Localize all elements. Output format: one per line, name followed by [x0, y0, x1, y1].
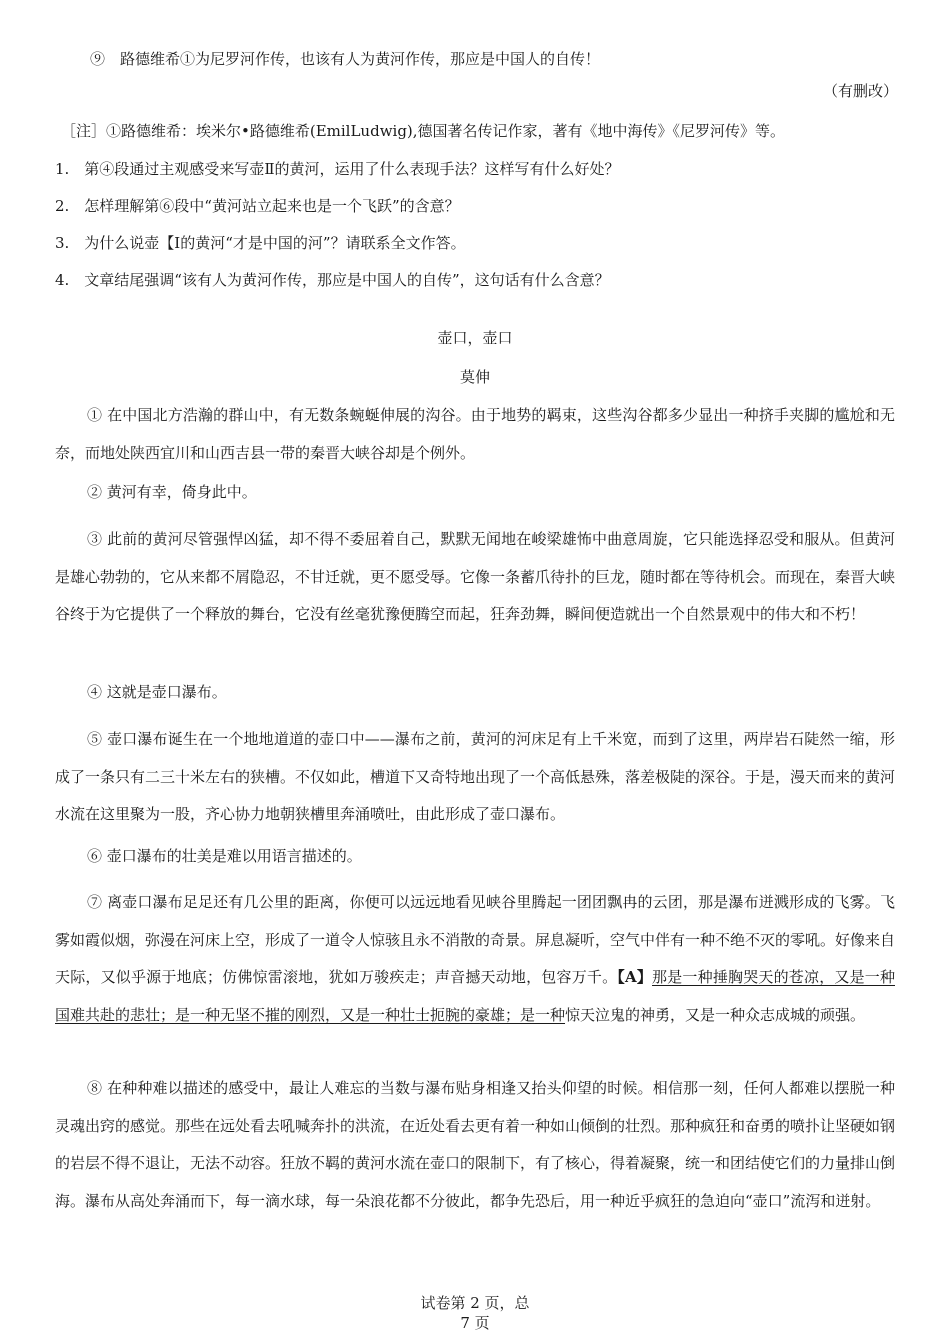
article-title: 壶口，壶口 [437, 329, 513, 347]
question-2: 2. 怎样理解第⑥段中“黄河站立起来也是一个飞跃”的含意？ [55, 197, 460, 215]
marker-a: 【A】 [617, 968, 653, 986]
article-paragraph-2: ② 黄河有幸，倚身此中。 [87, 483, 257, 501]
footer-line-2: 7 页 [460, 1314, 490, 1332]
question-4: 4. 文章结尾强调“该有人为黄河作传，那应是中国人的自传”，这句话有什么含意？ [55, 271, 610, 289]
underlined-sentence: 那是一种捶胸哭天的苍凉，又是一种国难共赴的悲壮；是一种无坚不摧的刚烈，又是一种壮士扼腕的豪雄；是一种 [55, 968, 895, 1024]
article-paragraph-6: ⑥ 壶口瀑布的壮美是难以用语言描述的。 [87, 847, 362, 865]
question-1: 1. 第④段通过主观感受来写壶Ⅱ的黄河，运用了什么表现手法？这样写有什么好处？ [55, 160, 620, 178]
paragraph-7-text: ⑦ 离壶口瀑布足足还有几公里的距离，你便可以远远地看见峡谷里腾起一团团飘冉的云团，那是瀑布迸溅形成的飞雾。飞雾如霞似烟，弥漫在河床上空，形成了一道令人惊骇且永不消散的奇景。屏息凝听，空气中伴有一种不绝不灭的零吼。好像来自天际，又似乎源于地底；仿佛惊雷滚地，犹如万骏疾走；声音撼天动地，包容万千。 [55, 893, 896, 986]
page-footer [0, 1293, 950, 1333]
article-paragraph-5: ⑤ 壶口瀑布诞生在一个地地道道的壶口中——瀑布之前，黄河的河床足有上千米宽，而到了这里，两岸岩石陡然一缩，形成了一条只有二三十米左右的狭槽。不仅如此，槽道下又奇特地出现了一个高低悬殊，落差极陡的深谷。于是，漫天而来的黄河水流在这里聚为一股，齐心协力地朝狭槽里奔涌喷吐，由此形成了壶口瀑布。 [55, 730, 896, 823]
article-paragraph-8: ⑧ 在种种难以描述的感受中，最让人难忘的当数与瀑布贴身相逢又抬头仰望的时候。相信那一刻，任何人都难以摆脱一种灵魂出窍的感觉。那些在远处看去吼喊奔扑的洪流，在近处看去更有着一种如山倾倒的壮烈。那种疯狂和奋勇的喷扑让坚硬如钢的岩层不得不退让，无法不动容。狂放不羁的黄河水流在壶口的限制下，有了核心，得着凝聚，统一和团结使它们的力量排山倒海。瀑布从高处奔涌而下，每一滴水球，每一朵浪花都不分彼此，都争先恐后，用一种近乎疯狂的急迫向“壶口”流泻和迸射。 [55, 1079, 896, 1210]
article-paragraph-4: ④ 这就是壶口瀑布。 [87, 683, 227, 701]
footer-line-1: 试卷第 2 页，总 [420, 1294, 530, 1312]
article-author: 莫伸 [459, 368, 490, 386]
edited-note: （有删改） [823, 82, 899, 100]
question-3: 3. 为什么说壶【Ⅰ的黄河“才是中国的河”？请联系全文作答。 [55, 234, 466, 252]
article-paragraph-7 [55, 884, 895, 1034]
article-paragraph-1: ① 在中国北方浩瀚的群山中，有无数条蜿蜒伸展的沟谷。由于地势的羁束，这些沟谷都多少显出一种挤手夹脚的尴尬和无奈，而地处陕西宜川和山西吉县一带的秦晋大峡谷却是个例外。 [55, 406, 895, 462]
paragraph-7-ending: 惊天泣鬼的神勇，又是一种众志成城的顽强。 [565, 1005, 866, 1024]
paragraph-9: ⑨ 路德维希①为尼罗河作传，也该有人为黄河作传，那应是中国人的自传！ [90, 50, 601, 68]
annotation-note: ［注］①路德维希：埃米尔•路德维希(EmilLudwig),德国著名传记作家，著有《地中海传》《尼罗河传》等。 [61, 122, 786, 140]
article-paragraph-3: ③ 此前的黄河尽管强悍凶猛，却不得不委屈着自己，默默无闻地在峻梁雄怖中曲意周旋，它只能选择忍受和服从。但黄河是雄心勃勃的，它从来都不屑隐忍，不甘迁就，更不愿受辱。它像一条蓄爪待扑的巨龙，随时都在等待机会。而现在，秦晋大峡谷终于为它提供了一个释放的舞台，它没有丝毫犹豫便腾空而起，狂奔劲舞，瞬间便造就出一个自然景观中的伟大和不朽！ [55, 530, 896, 623]
